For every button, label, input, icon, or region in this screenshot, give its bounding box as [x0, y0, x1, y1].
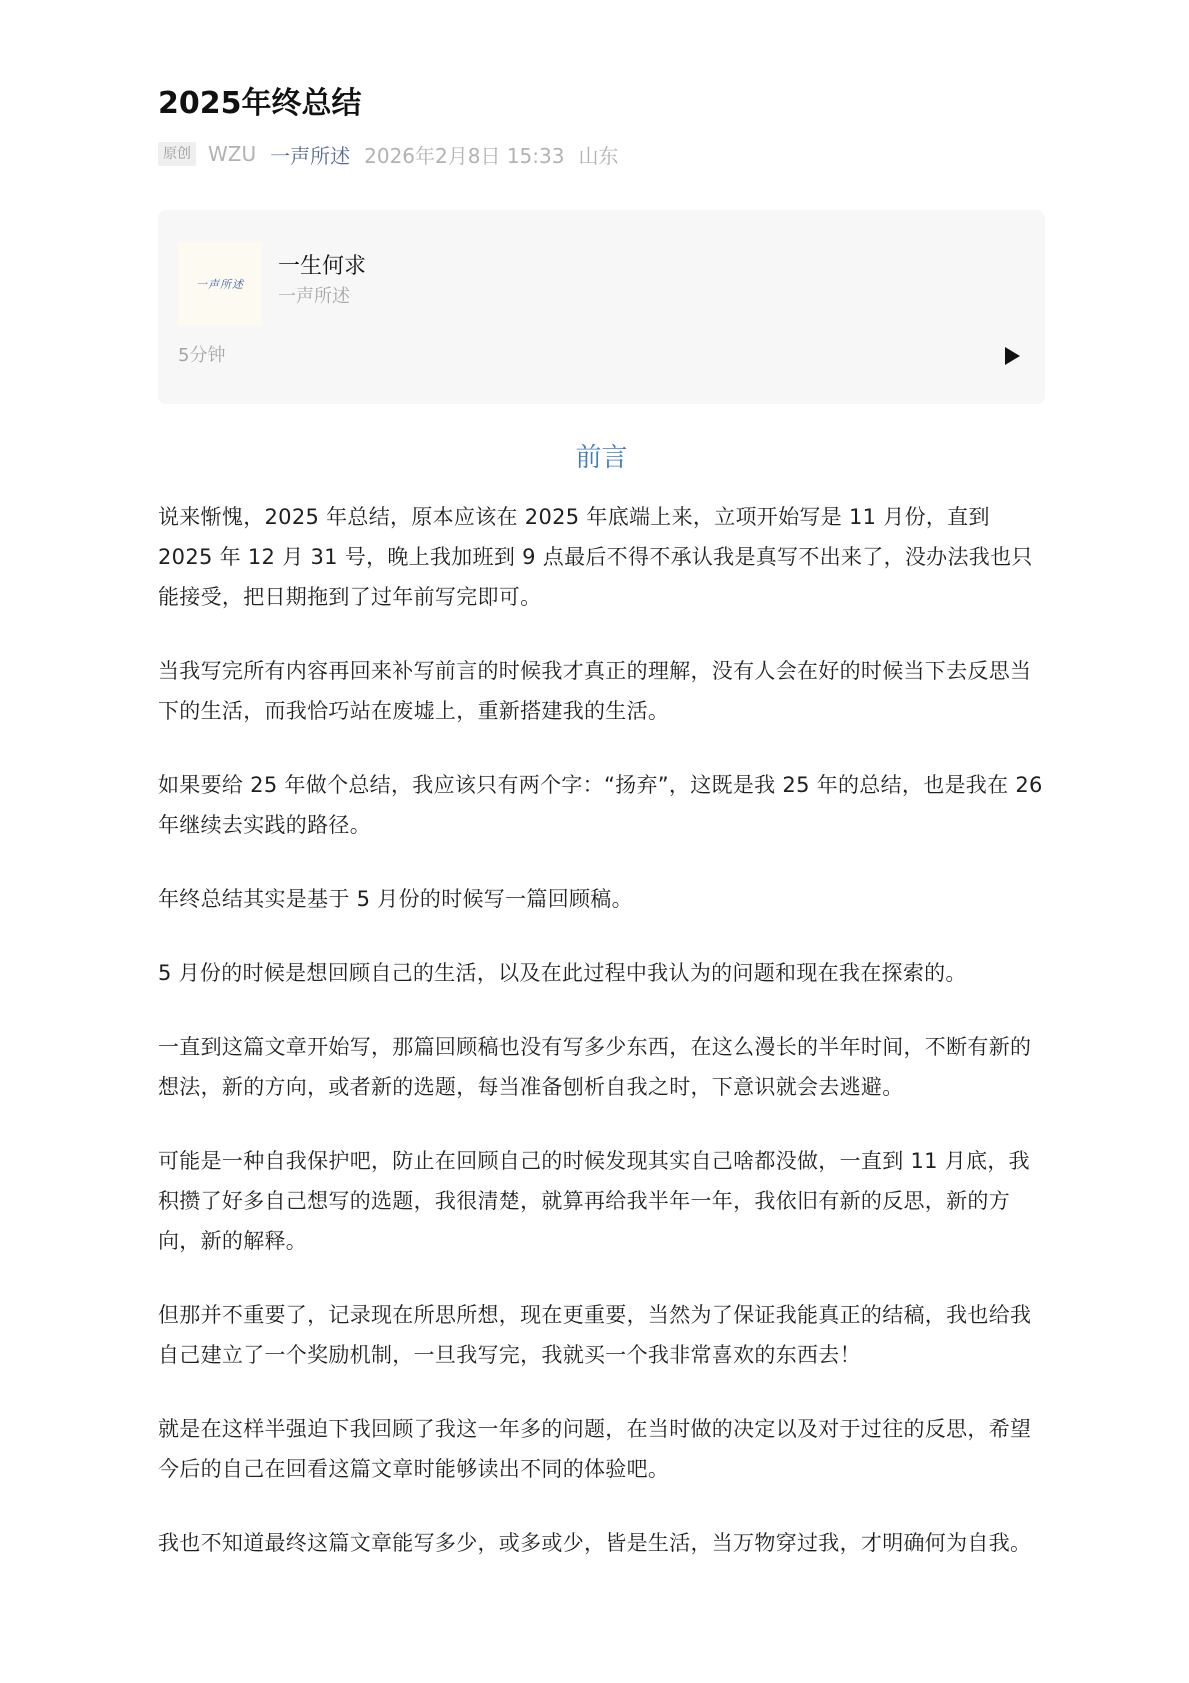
- article-title: 2025年终总结: [158, 86, 362, 121]
- paragraph: 一直到这篇文章开始写，那篇回顾稿也没有写多少东西，在这么漫长的半年时间，不断有新的想法，新的方向，或者新的选题，每当准备刨析自我之时，下意识就会去逃避。: [158, 1035, 1032, 1099]
- paragraph: 就是在这样半强迫下我回顾了我这一年多的问题，在当时做的决定以及对于过往的反思，希望今后的自己在回看这篇文章时能够读出不同的体验吧。: [158, 1417, 1032, 1481]
- paragraph: 我也不知道最终这篇文章能写多少，或多或少，皆是生活，当万物穿过我，才明确何为自我。: [158, 1531, 1032, 1555]
- play-icon[interactable]: [1002, 346, 1022, 366]
- paragraph: 说来惭愧，2025 年总结，原本应该在 2025 年底端上来，立项开始写是 11 月份，直到 2025 年 12 月 31 号，晚上我加班到 9 点最后不得不承认我是真写不出来了，没办法我也只能接受，把日期拖到了过年前写完即可。: [158, 505, 1033, 609]
- audio-subtitle: 一声所述: [278, 286, 350, 307]
- paragraph: 5 月份的时候是想回顾自己的生活，以及在此过程中我认为的问题和现在我在探索的。: [158, 961, 967, 985]
- audio-duration: 5分钟: [178, 345, 226, 366]
- article-body: [158, 497, 1045, 1597]
- author-name: WZU: [208, 142, 257, 166]
- paragraph: 年终总结其实是基于 5 月份的时候写一篇回顾稿。: [158, 887, 633, 911]
- publish-date: 2026年2月8日 15:33: [364, 143, 565, 168]
- audio-card[interactable]: [158, 210, 1045, 404]
- paragraph: 如果要给 25 年做个总结，我应该只有两个字：“扬弃”，这既是我 25 年的总结，也是我在 26 年继续去实践的路径。: [158, 773, 1043, 837]
- article-meta: [158, 139, 618, 169]
- paragraph: 但那并不重要了，记录现在所思所想，现在更重要，当然为了保证我能真正的结稿，我也给我自己建立了一个奖励机制，一旦我写完，我就买一个我非常喜欢的东西去！: [158, 1303, 1032, 1367]
- paragraph: 当我写完所有内容再回来补写前言的时候我才真正的理解，没有人会在好的时候当下去反思当下的生活，而我恰巧站在废墟上，重新搭建我的生活。: [158, 659, 1032, 723]
- section-heading: 前言: [575, 443, 628, 473]
- audio-cover: [178, 242, 262, 326]
- paragraph: 可能是一种自我保护吧，防止在回顾自己的时候发现其实自己啥都没做，一直到 11 月底，我积攒了好多自己想写的选题，我很清楚，就算再给我半年一年，我依旧有新的反思，新的方向，新的解释。: [158, 1149, 1030, 1253]
- account-link[interactable]: 一声所述: [270, 143, 351, 168]
- original-badge: 原创: [158, 142, 196, 166]
- audio-title: 一生何求: [278, 254, 367, 279]
- publish-location: 山东: [578, 143, 619, 168]
- audio-cover-text: 一声所述: [196, 278, 244, 291]
